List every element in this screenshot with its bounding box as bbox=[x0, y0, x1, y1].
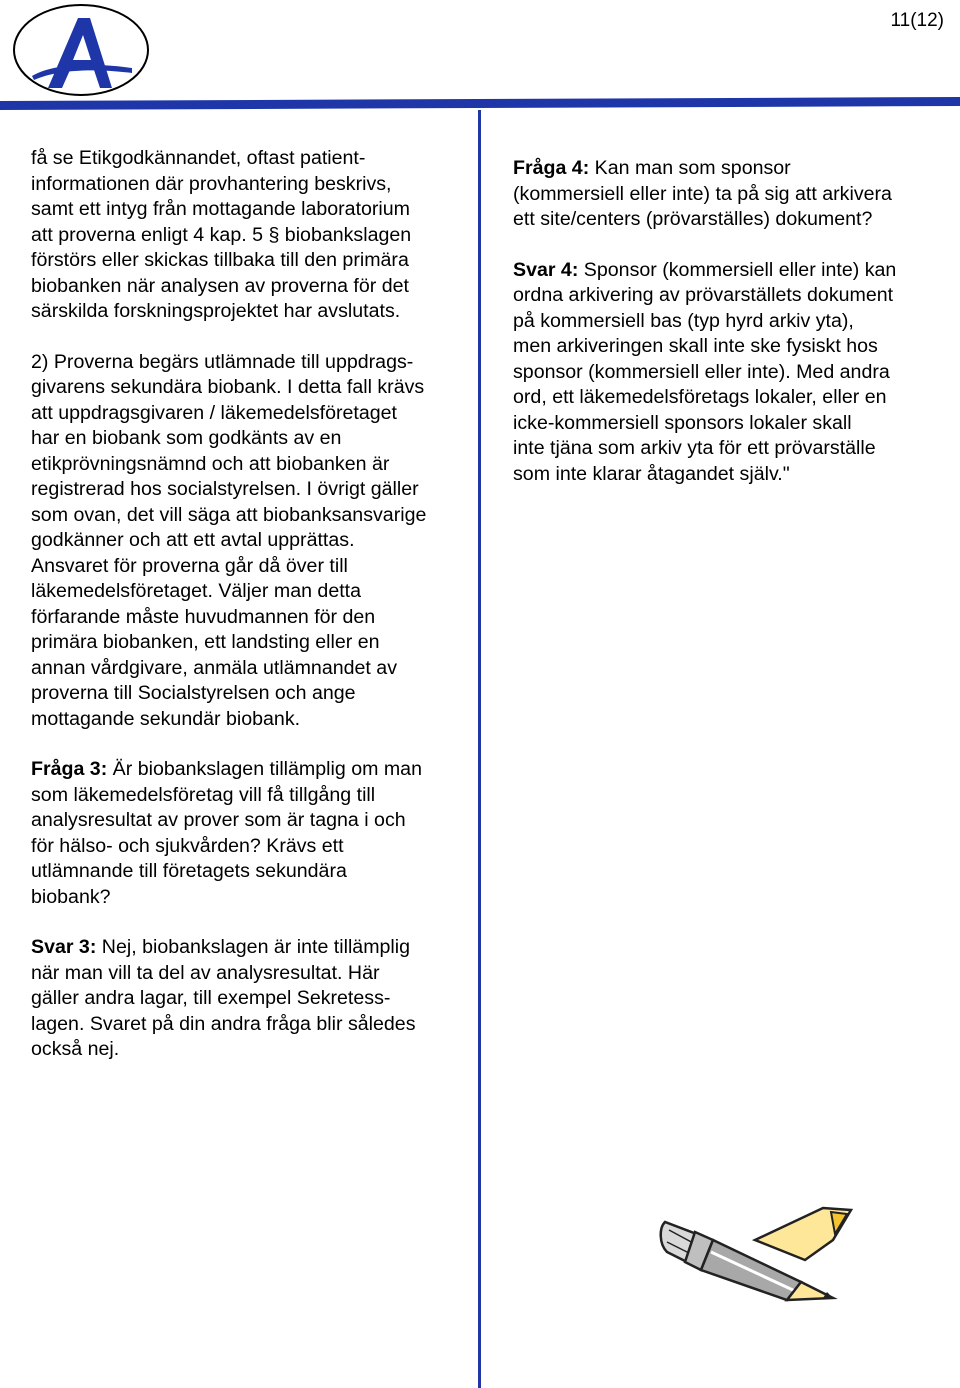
page-number: 11(12) bbox=[890, 10, 944, 31]
left-column bbox=[31, 146, 471, 1063]
answer-4-label: Svar 4: bbox=[513, 258, 579, 281]
answer-3-label: Svar 3: bbox=[31, 936, 97, 958]
question-4-label: Fråga 4: bbox=[513, 157, 590, 179]
a-letter-logo-icon bbox=[10, 2, 152, 98]
answer-4: Svar 4: Sponsor (kommersiell eller inte) kan ordna arkivering av prövarställets dokument på kommersiell bas (typ hyrd arkiv yta), men arkiveringen skall inte ske fysiskt hos sponsor (kommersiell eller inte). Med andra ord, ett läkemedelsföretags lokaler, eller en icke-kommersiell sponsors lokaler skall inte tjäna som arkiv yta för ett prövarställe som inte klarar åtagandet själv." bbox=[513, 258, 897, 485]
paragraph-secondary-biobank: 2) Proverna begärs utlämnade till uppdrags- givarens sekundära biobank. I detta fall krävs att uppdragsgivaren / läkemedelsföretaget har en biobank som godkänts av en etikprövningsnämnd och att biobanken är registrerad hos socialstyrelsen. I övrigt gäller som ovan, det vill säga att biobanksansvarige godkänner och att ett avtal upprättas. Ansvaret för proverna går då över till läkemedelsföretaget. Väljer man detta förfarande måste huvudmannen för den primära biobanken, ett landsting eller en annan vårdgivare, anmäla utlämnandet av proverna till Socialstyrelsen och ange mottagande sekundär biobank. bbox=[31, 350, 427, 730]
paragraph-sample-handling: få se Etikgodkännandet, oftast patient- informationen där provhantering beskrivs, samt ett intyg från mottagande laboratorium att proverna enligt 4 kap. 5 § biobankslagen förstörs eller skickas tillbaka till den primära biobanken när analysen av proverna för det särskilda forskningsprojektet har avslutats. bbox=[31, 147, 412, 322]
question-3-label: Fråga 3: bbox=[31, 758, 108, 780]
question-3: Fråga 3: Är biobankslagen tillämplig om man som läkemedelsföretag vill få tillgång till analysresultat av prover som är tagna i och för hälso- och sjukvården? Krävs ett utlämnande till företagets sekundära biobank? bbox=[31, 758, 422, 908]
right-column bbox=[513, 156, 953, 487]
header-bar bbox=[0, 97, 960, 110]
column-divider bbox=[478, 110, 481, 1388]
pencil-icon bbox=[655, 1200, 855, 1305]
answer-3: Svar 3: Nej, biobankslagen är inte tillämplig när man vill ta del av analysresultat. Här gäller andra lagar, till exempel Sekretess- lagen. Svaret på din andra fråga blir således också nej. bbox=[31, 936, 416, 1060]
question-4: Fråga 4: Kan man som sponsor (kommersiell eller inte) ta på sig att arkivera ett site/centers (prövarställes) dokument? bbox=[513, 157, 892, 230]
